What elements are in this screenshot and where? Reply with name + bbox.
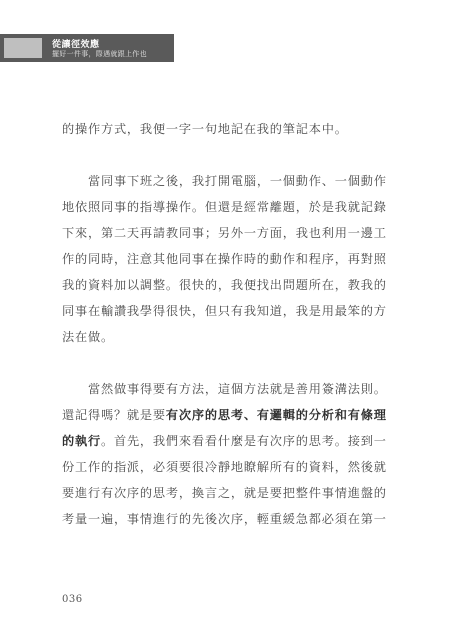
text-line: 同事在輸讚我學得很快，但只有我知道，我是用最笨的方 (62, 304, 387, 318)
page-number: 036 (62, 594, 83, 605)
text-line (62, 402, 392, 428)
text-line: 的操作方式，我便一字一句地記在我的筆記本中。 (62, 122, 348, 136)
text-line: 我的資料加以調整。很快的，我便找出問題所在，教我的 (62, 278, 387, 292)
text-run: 還記得嗎？就是要 (62, 408, 166, 422)
emphasis-text: 的執行 (62, 434, 101, 448)
header-marker (4, 38, 42, 58)
text-line: 下來，第二天再請教同事；另外一方面，我也利用一邊工 (62, 226, 387, 240)
emphasis-text: 有次序的思考、有邏輯的分析和有條理 (165, 408, 387, 422)
text-line: 作的同時，注意其他同事在操作時的動作和程序，再對照 (62, 252, 387, 266)
text-line: 份工作的指派，必須要很冷靜地瞭解所有的資料，然後就 (62, 460, 387, 474)
chapter-title: 從讓徑效應 (52, 40, 100, 50)
text-line: 法在做。 (62, 330, 114, 344)
chapter-header (0, 34, 174, 62)
chapter-subtitle: 擺好一件事，際遇就跟上作也 (52, 50, 147, 58)
text-line: 要進行有次序的思考，換言之，就是要把整件事情進盤的 (62, 486, 387, 500)
text-line: 地依照同事的指導操作。但還是經常離題，於是我就記錄 (62, 200, 387, 214)
text-line (62, 428, 392, 454)
text-line: 當然做事得要有方法，這個方法就是善用簽溝法則。 (88, 382, 387, 396)
text-line: 考量一遍，事情進行的先後次序，輕重緩急都必須在第一 (62, 512, 387, 526)
text-run: 。首先，我們來看看什麼是有次序的思考。接到一 (100, 434, 387, 448)
text-line: 當同事下班之後，我打開電腦，一個動作、一個動作 (88, 174, 387, 188)
body-text (62, 116, 392, 532)
